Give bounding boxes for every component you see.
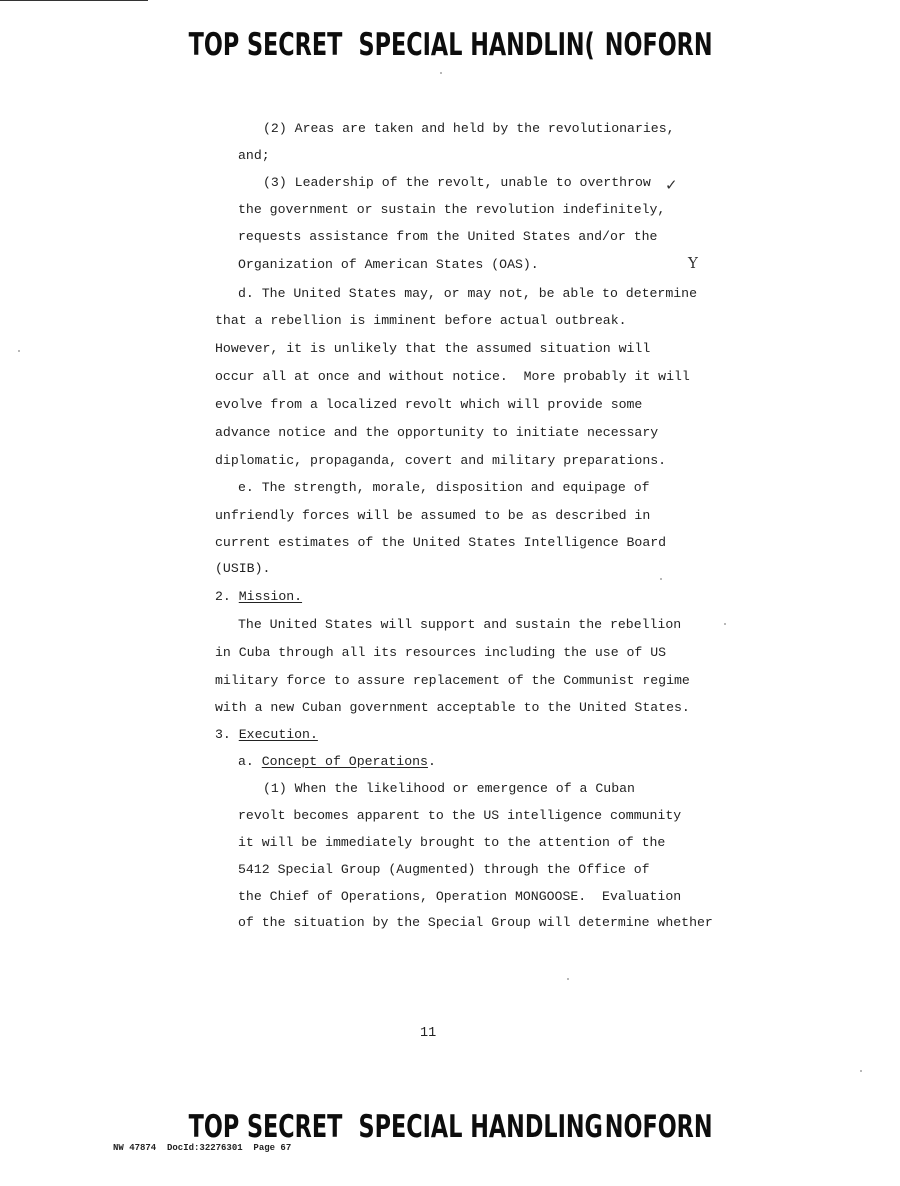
- handwritten-mark: Y: [688, 254, 698, 272]
- text-line: Organization of American States (OAS).: [238, 257, 539, 272]
- subsection-period: .: [427, 754, 436, 769]
- scan-edge-line: [0, 0, 148, 1]
- text-line: revolt becomes apparent to the US intelligence community: [238, 808, 682, 823]
- classification-noforn: NOFORN: [604, 27, 713, 63]
- scan-speck: [440, 72, 442, 74]
- section-number: 3.: [215, 727, 239, 742]
- handwritten-mark: ✓: [665, 176, 678, 194]
- classification-special-handling: SPECIAL HANDLING: [358, 1109, 603, 1145]
- text-line: (3) Leadership of the revolt, unable to overthrow: [263, 175, 651, 190]
- classification-top-secret: TOP SECRET: [188, 1109, 343, 1145]
- section-heading-execution: [215, 727, 318, 743]
- text-line: (1) When the likelihood or emergence of a Cuban: [263, 781, 635, 796]
- text-line: it will be immediately brought to the attention of the: [238, 835, 666, 850]
- text-line: military force to assure replacement of the Communist regime: [215, 673, 690, 688]
- text-line: d. The United States may, or may not, be able to determine: [238, 286, 697, 301]
- text-line: requests assistance from the United States and/or the: [238, 229, 658, 244]
- scan-speck: [660, 578, 662, 580]
- scan-speck: [18, 350, 20, 352]
- text-line: (2) Areas are taken and held by the revolutionaries,: [263, 121, 675, 136]
- text-line: occur all at once and without notice. More probably it will: [215, 369, 690, 384]
- text-line: in Cuba through all its resources including the use of US: [215, 645, 667, 660]
- subsection-letter: a.: [238, 754, 262, 769]
- subsection-title: Concept of Operations: [261, 754, 428, 769]
- text-line: 5412 Special Group (Augmented) through the Office of: [238, 862, 650, 877]
- text-line: e. The strength, morale, disposition and equipage of: [238, 480, 650, 495]
- scan-speck: [860, 1070, 862, 1072]
- document-id-stamp: NW 47874 DocId:32276301 Page 67: [113, 1143, 292, 1153]
- scan-speck: [567, 978, 569, 980]
- text-line: diplomatic, propaganda, covert and military preparations.: [215, 453, 667, 468]
- text-line: advance notice and the opportunity to initiate necessary: [215, 425, 659, 440]
- section-title: Mission.: [238, 589, 303, 604]
- text-line: of the situation by the Special Group will determine whether: [238, 915, 713, 930]
- classification-special-handling: SPECIAL HANDLIN(: [358, 27, 595, 63]
- subsection-heading-concept: [238, 754, 436, 770]
- section-number: 2.: [215, 589, 239, 604]
- text-line: evolve from a localized revolt which will provide some: [215, 397, 643, 412]
- text-line: However, it is unlikely that the assumed situation will: [215, 341, 651, 356]
- section-heading-mission: [215, 589, 302, 605]
- section-title: Execution.: [238, 727, 318, 742]
- scan-speck: [724, 623, 726, 625]
- text-line: with a new Cuban government acceptable to the United States.: [215, 700, 690, 715]
- text-line: the government or sustain the revolution indefinitely,: [238, 202, 666, 217]
- page-number: 11: [420, 1026, 437, 1041]
- text-line: current estimates of the United States Intelligence Board: [215, 535, 667, 550]
- text-line: and;: [238, 148, 270, 163]
- text-line: that a rebellion is imminent before actual outbreak.: [215, 313, 627, 328]
- text-line: (USIB).: [215, 561, 271, 576]
- classification-top-secret: TOP SECRET: [188, 27, 343, 63]
- classification-noforn: NOFORN: [604, 1109, 713, 1145]
- text-line: the Chief of Operations, Operation MONGOOSE. Evaluation: [238, 889, 682, 904]
- text-line: unfriendly forces will be assumed to be as described in: [215, 508, 651, 523]
- text-line: The United States will support and sustain the rebellion: [238, 617, 682, 632]
